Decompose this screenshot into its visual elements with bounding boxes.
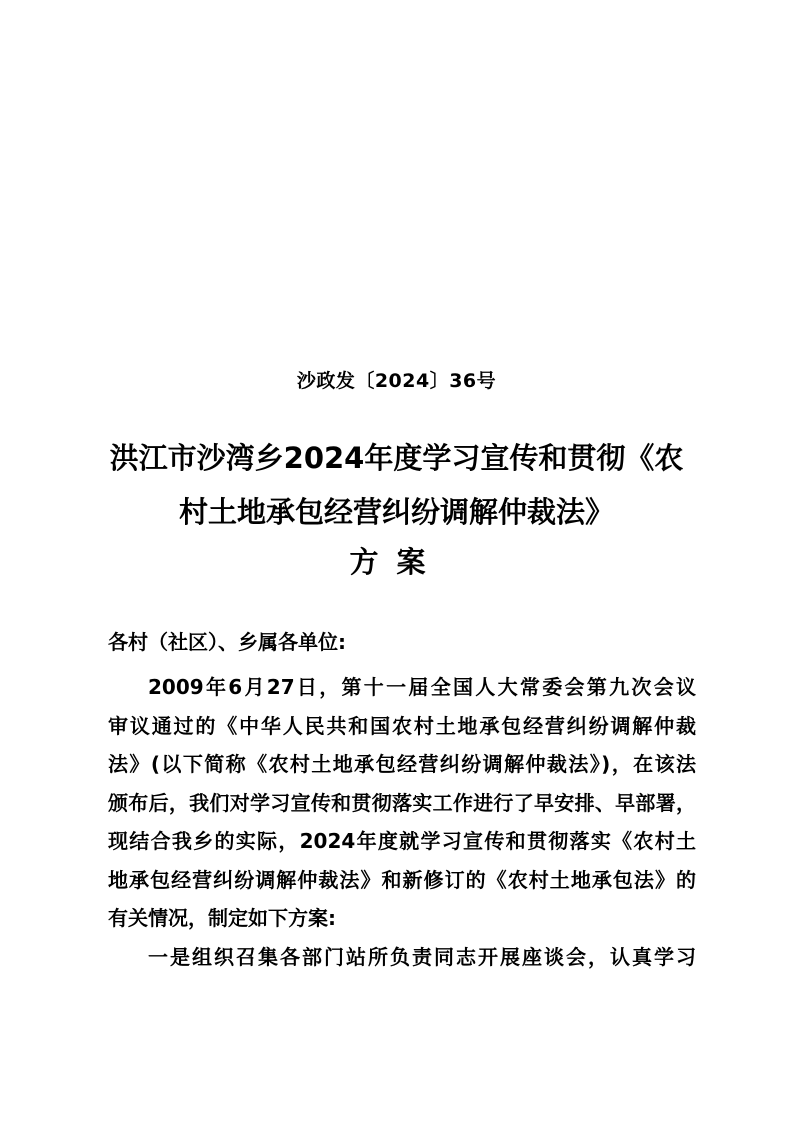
paragraph-1-line-6: 地承包经营纠纷调解仲裁法》和新修订的《农村土地承包法》的 (108, 867, 696, 892)
paragraph-1-line-5: 现结合我乡的实际，2024年度就学习宣传和贯彻落实《农村土 (108, 829, 696, 853)
salutation: 各村（社区）、乡属各单位: (108, 630, 346, 654)
body-text (108, 668, 696, 976)
paragraph-2-line-1 (108, 938, 696, 977)
paragraph-1-line-1: 2009年6月27日，第十一届全国人大常委会第九次会议 (148, 675, 696, 699)
document-title-line-1: 洪江市沙湾乡2024年度学习宣传和贯彻《农 (109, 441, 684, 475)
document-number: 沙政发〔2024〕36号 (296, 370, 497, 392)
document-title-line-2: 村土地承包经营纠纷调解仲裁法》 (178, 495, 614, 529)
paragraph-2-line-1-text: 组织召集各部门站所负责同志开展座谈会，认真学习 (192, 944, 696, 969)
paragraph-1-line-2: 审议通过的《中华人民共和国农村土地承包经营纠纷调解仲裁 (108, 713, 696, 738)
paragraph-1-line-4: 颁布后，我们对学习宣传和贯彻落实工作进行了早安排、早部署， (108, 790, 696, 815)
paragraph-2-lead: 一是 (148, 944, 192, 969)
paragraph-1-line-7: 有关情况，制定如下方案: (108, 906, 336, 930)
document-title-line-3: 方案 (349, 545, 444, 579)
paragraph-1-line-3: 法》(以下简称《农村土地承包经营纠纷调解仲裁法》)，在该法 (108, 752, 696, 776)
